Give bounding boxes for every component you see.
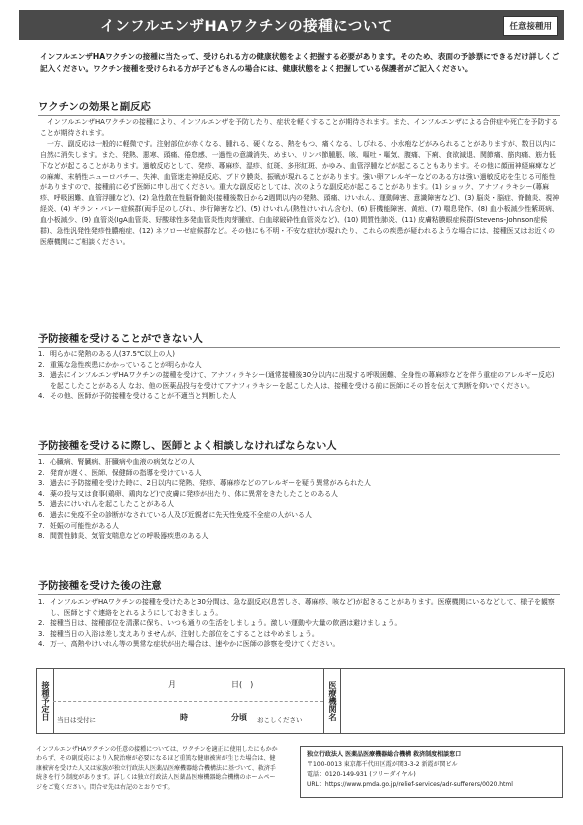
agency-name: 独立行政法人 医薬品医療機器総合機構 救済制度相談窓口: [307, 751, 462, 758]
intro-text: インフルエンザHAワクチンの接種に当たって、受けられる方の健康状態をよく把握する必要があります。そのため、表面の予診票にできるだけ詳しくご記入ください。ワクチン接種を受けられる方が子どもさんの場合には、健康状態をよく把握している保護者がご記入ください。: [40, 52, 560, 73]
hour-label: 時: [180, 713, 188, 722]
schedule-label: 接種予定日: [37, 669, 54, 733]
minute-label: 分頃: [231, 713, 247, 722]
list-item: 1. 明らかに発熱のある人(37.5℃以上の人): [38, 350, 175, 358]
agency-phone: 電話：0120-149-931 (フリーダイヤル): [307, 771, 416, 778]
agency-address: 〒100-0013 東京都千代田区霞が関3-3-2 新霞が関ビル: [307, 761, 458, 768]
list-item: 3. 接種当日の入浴は差し支えありませんが、注射した部位をこすることはやめましょう。: [38, 629, 319, 638]
facility-label: 医療機関名: [323, 669, 341, 733]
list-item: 2. 重篤な急性疾患にかかっていることが明らかな人: [38, 360, 202, 369]
reception-note-suffix: おこしください: [257, 716, 303, 724]
list-item: 8. 間質性肺炎、気管支喘息などの呼吸器疾患のある人: [38, 532, 209, 541]
list-item: 3. 過去に予防接種を受けた時に、2日以内に発熱、発疹、蕁麻疹などのアレルギーを疑う異常がみられた人: [38, 479, 371, 488]
page-title: インフルエンザHAワクチンの接種について: [100, 19, 393, 35]
list-item: 4. 万一、高熱やけいれん等の異常な症状が出た場合は、速やかに医師の診察を受けてください。: [38, 640, 340, 649]
cannot-receive-list: [38, 349, 560, 402]
effects-body: [40, 117, 560, 248]
list-item: 6. 過去に免疫不全の診断がなされている人及び近親者に先天性免疫不全症の人がいる人: [38, 510, 312, 519]
list-item: 7. 妊娠の可能性がある人: [38, 521, 119, 530]
after-care-list: [38, 597, 560, 650]
list-item: 4. 薬の投与又は食事(鶏卵、鶏肉など)で皮膚に発疹が出たり、体に異常をきたしたことのある人: [38, 489, 338, 498]
appointment-form: [36, 668, 565, 734]
list-item: 3. 過去にインフルエンザHAワクチンの接種を受けて、アナフィラキシー(通常接種後30分以内に出現する呼吸困難、全身性の蕁麻疹などを伴う重症のアレルギー反応)を起こしたことがある人 なお、他の医薬品投与を受けてアナフィラキシーを起こした人は、接種を受ける前に医師にその旨を伝えて判断を仰いでください。: [38, 371, 555, 390]
list-item: 1. 心臓病、腎臓病、肝臓病や血液の病気などの人: [38, 458, 195, 466]
list-item: 4. その他、医師が予防接種を受けることが不適当と判断した人: [38, 392, 237, 401]
effects-paragraph-1: インフルエンザHAワクチンの接種により、インフルエンザを予防したり、症状を軽くすることが期待されます。また、インフルエンザによる合併症や死亡を予防することが期待されます。: [40, 118, 559, 137]
list-item: 1. インフルエンザHAワクチンの接種を受けたあと30分間は、急な副反応(息苦しさ、蕁麻疹、咳など)が起きることがあります。医療機関にいるなどして、様子を観察し、医師とすぐ連絡をとれるようにしておきましょう。: [38, 598, 555, 617]
section-heading-after-care: 予防接種を受けた後の注意: [38, 577, 560, 595]
relief-system-note: インフルエンザHAワクチンの任意の接種については、ワクチンを適正に使用したにもかかわらず、その副反応により入院治療が必要になるほど重篤な健康被害が生じた場合は、健康被害を受けた人又は家族が独立行政法人医薬品医療機器総合機構法に基づいて、救済手続きを行う制度があります。詳しくは独立行政法人医薬品医療機器総合機構のホームページをご覧ください。問合せ先は右記のとおりです。: [36, 746, 278, 791]
optional-vaccination-badge: 任意接種用: [503, 16, 558, 36]
list-item: 5. 過去にけいれんを起こしたことがある人: [38, 500, 175, 509]
agency-contact-box: [300, 746, 563, 798]
section-heading-consult: 予防接種を受けるに際し、医師とよく相談しなければならない人: [38, 437, 560, 455]
agency-url: URL：https://www.pmda.go.jp/relief-services/adr-sufferers/0020.html: [307, 781, 513, 788]
effects-paragraph-2: 一方、副反応は一般的に軽微です。注射部位が赤くなる、腫れる、硬くなる、熱をもつ、痛くなる、しびれる、小水疱などがみられることがありますが、数日以内に自然に消失します。また、発熱、悪寒、頭痛、倦怠感、一過性の意識消失、めまい、リンパ節腫脹、咳、嘔吐・嘔気、腹痛、下痢、食欲減退、関節痛、筋肉痛、筋力低下などが起こることがあります。過敏反応として、発疹、蕁麻疹、湿疹、紅斑、多形紅斑、かゆみ、血管浮腫などが起こることもあります。その他に顔面神経麻痺などの麻痺、末梢性ニューロパチー、失神、血管迷走神経反応、ブドウ膜炎、振戦が現れることがあります。強い卵アレルギーなどのある方は強い過敏反応を生じる可能性がありますので、接種前に必ず医師に申し出てください。重大な副反応としては、次のような副反応が起こることがあります。(1) ショック、アナフィラキシー(蕁麻疹、呼吸困難、血管浮腫など)、(2) 急性散在性脳脊髄炎(接種後数日から2週間以内の発熱、頭痛、けいれん、運動障害、意識障害など)、(3) 脳炎・脳症、脊髄炎、視神経炎、(4) ギラン・バレー症候群(両手足のしびれ、歩行障害など)、(5) けいれん(熱性けいれん含む)、(6) 肝機能障害、黄疸、(7) 喘息発作、(8) 血小板減少性紫斑病、血小板減少、(9) 血管炎(IgA血管炎、好酸球性多発血管炎性肉芽腫症、白血球破砕性血管炎など)、(10) 間質性肺炎、(11) 皮膚粘膜眼症候群(Stevens-Johnson症候群)、急性汎発性発疹性膿疱症、(12) ネフローゼ症候群など。その他にも不明・不安な症状が現れたり、これらの疾患が疑われるような場合には、接種医又はお近くの医療機関にご相談ください。: [40, 139, 560, 246]
day-label: 日( ): [231, 680, 254, 689]
date-entry-field[interactable]: [53, 669, 323, 702]
time-entry-field[interactable]: [53, 701, 323, 733]
month-label: 月: [168, 680, 176, 689]
list-item: 2. 発育が遅く、医師、保健師の指導を受けている人: [38, 468, 202, 477]
section-heading-effects: ワクチンの効果と副反応: [38, 98, 560, 116]
consult-list: [38, 457, 560, 542]
section-heading-cannot-receive: 予防接種を受けることができない人: [38, 330, 560, 348]
facility-name-field[interactable]: [340, 669, 564, 733]
list-item: 2. 接種当日は、接種部位を清潔に保ち、いつも通りの生活をしましょう。激しい運動や大量の飲酒は避けましょう。: [38, 619, 402, 628]
reception-note-prefix: 当日は受付に: [57, 716, 96, 724]
title-bar: [19, 10, 564, 40]
